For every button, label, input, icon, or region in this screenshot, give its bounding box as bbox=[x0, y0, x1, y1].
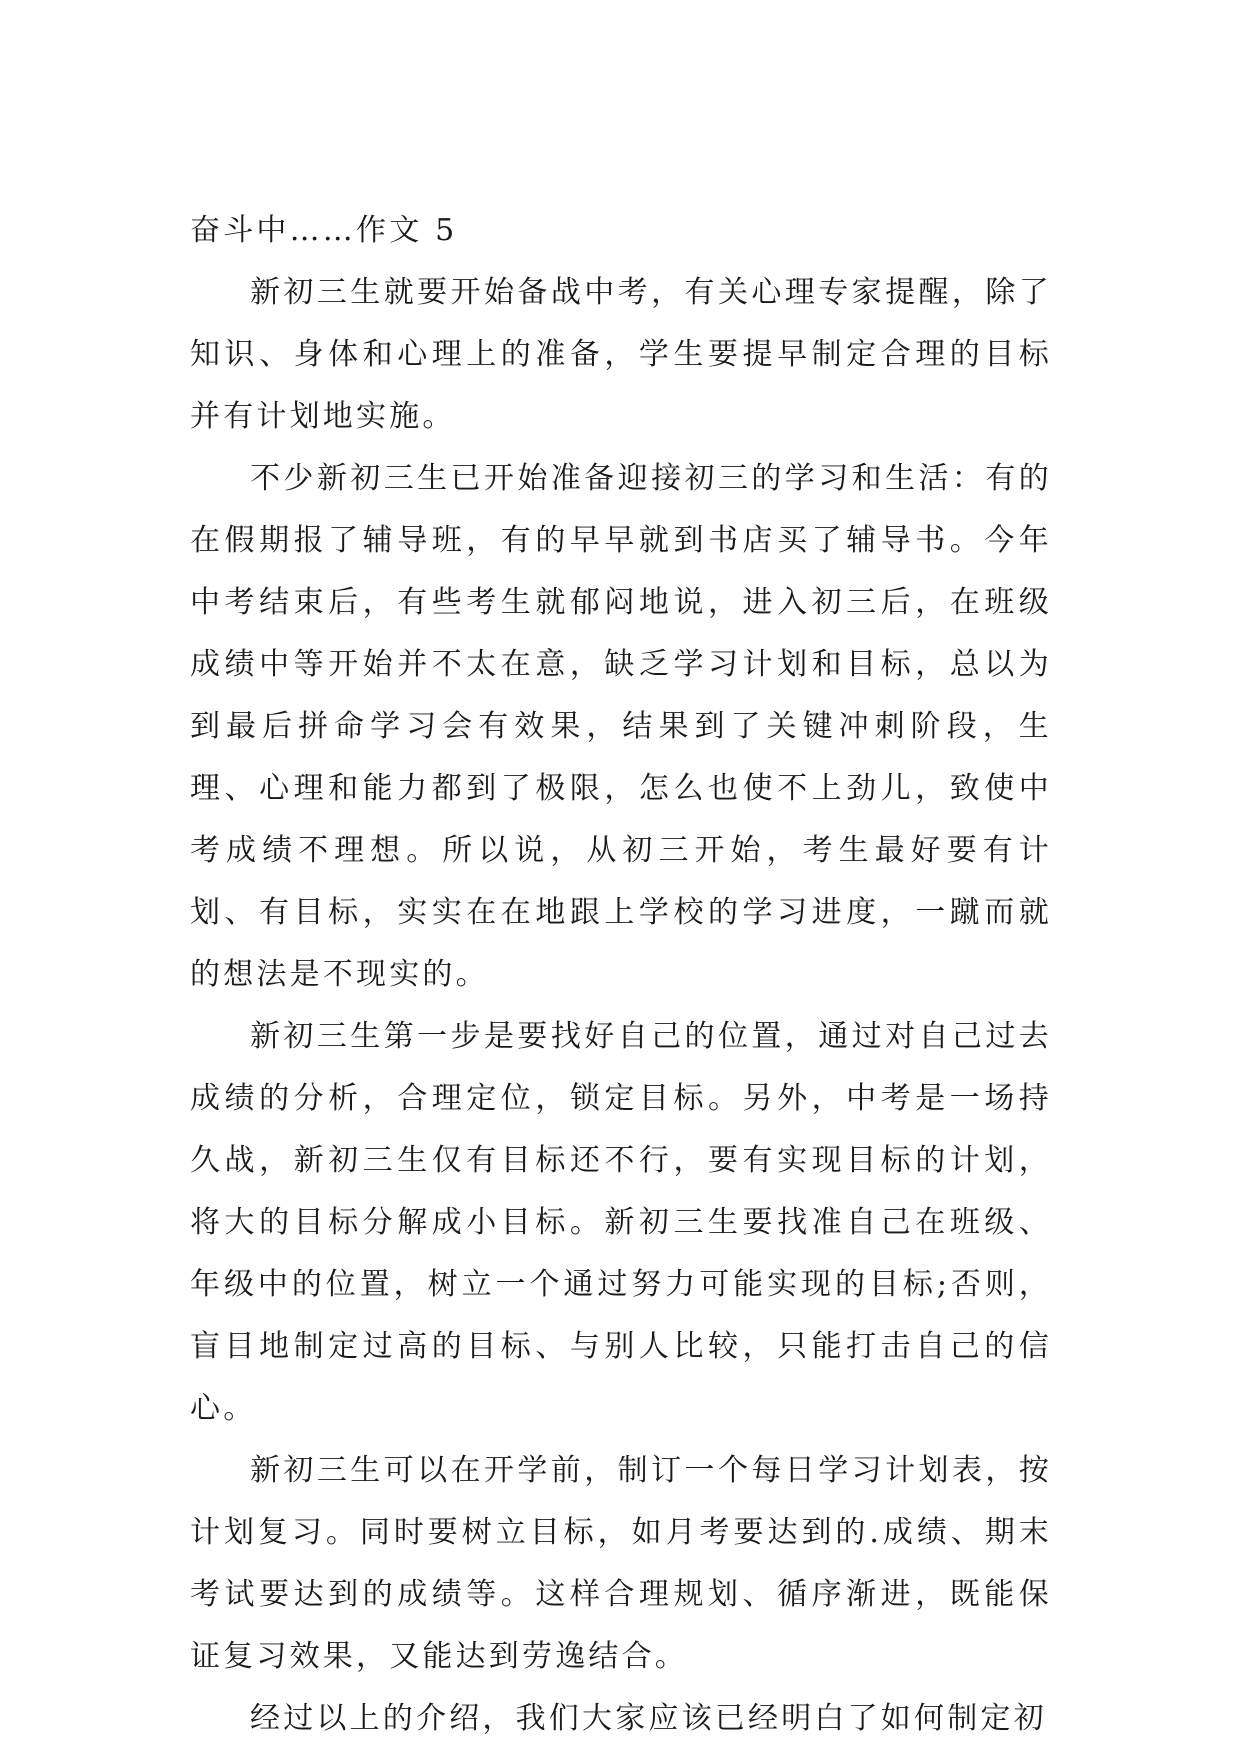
paragraph-3: 新初三生第一步是要找好自己的位置，通过对自己过去成绩的分析，合理定位，锁定目标。另外，中考是一场持久战，新初三生仅有目标还不行，要有实现目标的计划，将大的目标分解成小目标。新初三生要找准自己在班级、年级中的位置，树立一个通过努力可能实现的目标;否则，盲目地制定过高的目标、与别人比较，只能打击自己的信心。 bbox=[190, 1019, 1052, 1426]
document-title: 奋斗中……作文 5 bbox=[190, 213, 458, 248]
paragraph-4: 新初三生可以在开学前，制订一个每日学习计划表，按计划复习。同时要树立目标，如月考要达到的.成绩、期末考试要达到的成绩等。这样合理规划、循序渐进，既能保证复习效果，又能达到劳逸结合。 bbox=[190, 1453, 1052, 1674]
paragraph-1: 新初三生就要开始备战中考，有关心理专家提醒，除了知识、身体和心理上的准备，学生要提早制定合理的目标并有计划地实施。 bbox=[190, 275, 1052, 434]
document-body bbox=[190, 200, 1052, 1750]
paragraph-2: 不少新初三生已开始准备迎接初三的学习和生活：有的在假期报了辅导班，有的早早就到书店买了辅导书。今年中考结束后，有些考生就郁闷地说，进入初三后，在班级成绩中等开始并不太在意，缺乏学习计划和目标，总以为到最后拼命学习会有效果，结果到了关键冲刺阶段，生理、心理和能力都到了极限，怎么也使不上劲儿，致使中考成绩不理想。所以说，从初三开始，考生最好要有计划、有目标，实实在在地跟上学校的学习进度，一蹴而就的想法是不现实的。 bbox=[190, 461, 1052, 992]
paragraph-5: 经过以上的介绍，我们大家应该已经明白了如何制定初 bbox=[250, 1701, 1047, 1736]
